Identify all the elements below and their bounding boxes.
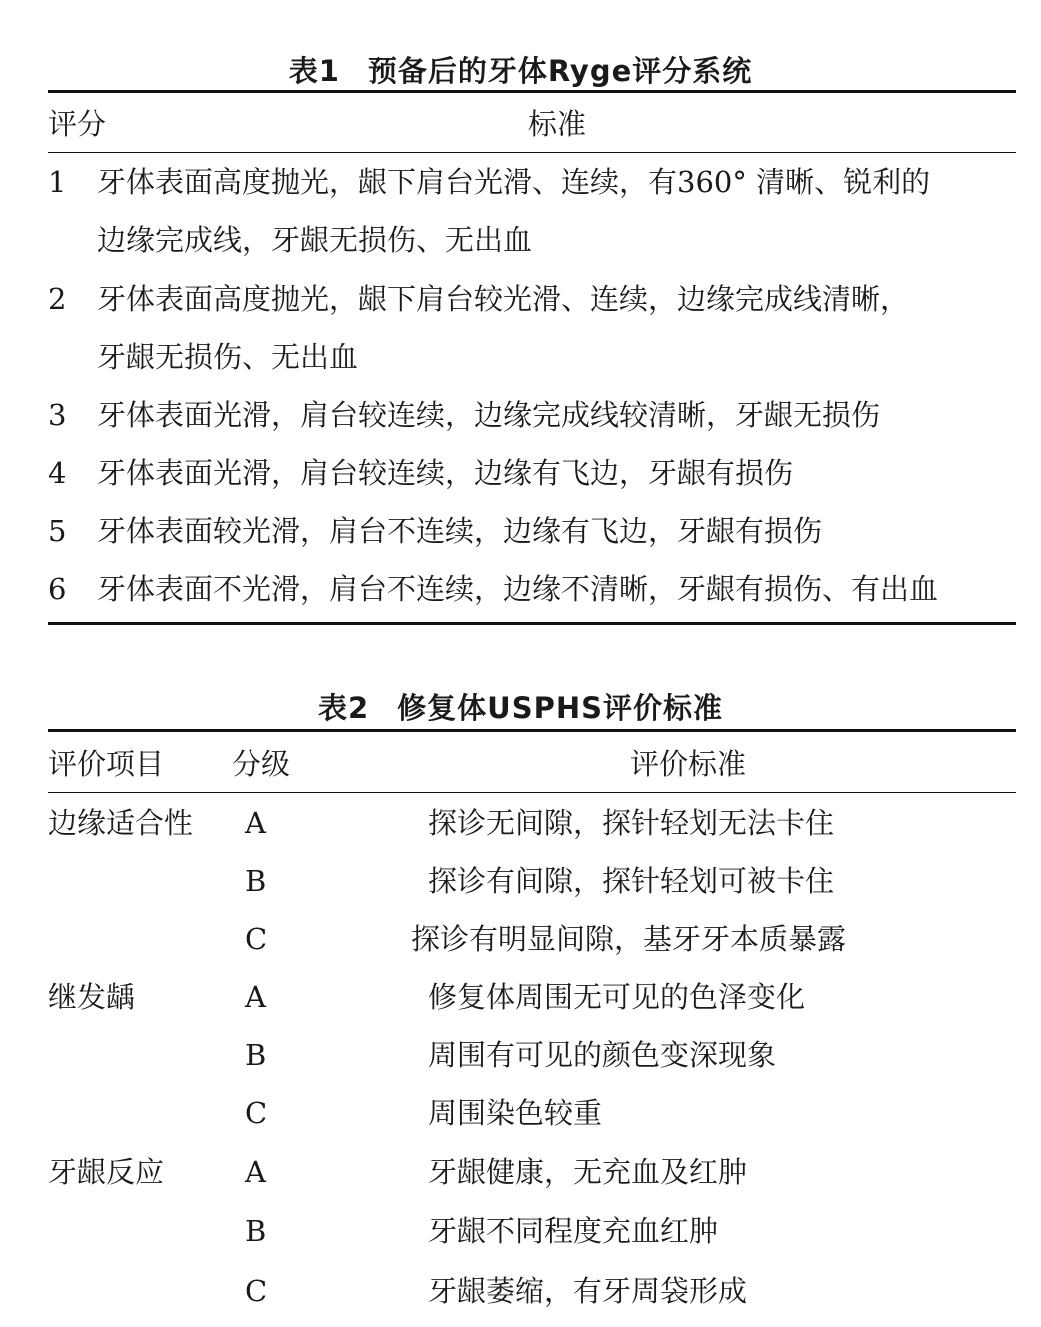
table2-row-criteria: 牙龈不同程度充血红肿 <box>428 1214 719 1248</box>
table1-row-score: 1 <box>48 165 67 199</box>
table2-row-criteria: 探诊有明显间隙，基牙牙本质暴露 <box>411 922 847 956</box>
table2-row-grade: C <box>245 1096 268 1130</box>
table2-row-criteria: 探诊有间隙，探针轻划可被卡住 <box>428 864 835 898</box>
table1-row-score: 6 <box>48 572 67 606</box>
table1-row-criteria-cont: 边缘完成线，牙龈无损伤、无出血 <box>97 223 533 257</box>
table2-row-grade: B <box>245 1214 267 1248</box>
table2-row-criteria: 修复体周围无可见的色泽变化 <box>428 980 806 1014</box>
table1-header-criteria: 标准 <box>528 107 587 141</box>
table1-row-score: 3 <box>48 398 67 432</box>
table2-row-grade: A <box>245 806 266 840</box>
table1-row-criteria: 牙体表面高度抛光，龈下肩台光滑、连续，有360° 清晰、锐利的 <box>97 165 931 199</box>
table1-caption <box>0 49 1041 90</box>
table1-row-criteria: 牙体表面光滑，肩台较连续，边缘完成线较清晰，牙龈无损伤 <box>97 398 881 432</box>
table2-header-rule <box>48 792 1016 793</box>
table2-row-criteria: 牙龈萎缩，有牙周袋形成 <box>428 1274 748 1308</box>
table1-row-score: 2 <box>48 282 67 316</box>
table2-caption-title: 修复体USPHS评价标准 <box>397 691 724 725</box>
table2-caption <box>0 686 1041 727</box>
table2-row-criteria: 探诊无间隙，探针轻划无法卡住 <box>428 806 835 840</box>
table2-row-grade: C <box>245 922 268 956</box>
table1-caption-number: 表1 <box>288 54 340 88</box>
table2-row-grade: B <box>245 1038 267 1072</box>
table2-row-item: 继发龋 <box>48 980 136 1014</box>
table2-top-rule <box>48 729 1016 732</box>
table1-row-score: 5 <box>48 514 67 548</box>
table2-row-item: 边缘适合性 <box>48 806 194 840</box>
table1-bottom-rule <box>48 622 1016 625</box>
table1-row-criteria: 牙体表面不光滑，肩台不连续，边缘不清晰，牙龈有损伤、有出血 <box>97 572 939 606</box>
table1-top-rule <box>48 90 1016 93</box>
table2-row-criteria: 周围染色较重 <box>428 1096 603 1130</box>
table1-row-criteria-cont: 牙龈无损伤、无出血 <box>97 340 359 374</box>
table2-caption-number: 表2 <box>317 691 370 725</box>
table1-row-score: 4 <box>48 456 67 490</box>
table1-caption-title: 预备后的牙体Ryge评分系统 <box>367 54 753 88</box>
table2-row-grade: B <box>245 864 267 898</box>
table2-row-grade: C <box>245 1274 268 1308</box>
table1-row-criteria: 牙体表面光滑，肩台较连续，边缘有飞边，牙龈有损伤 <box>97 456 794 490</box>
table2-header-grade: 分级 <box>232 747 291 781</box>
table2-row-criteria: 牙龈健康，无充血及红肿 <box>428 1155 748 1189</box>
table2-header-criteria: 评价标准 <box>630 747 747 781</box>
table2-row-grade: A <box>245 980 266 1014</box>
table1-row-criteria: 牙体表面高度抛光，龈下肩台较光滑、连续，边缘完成线清晰， <box>97 282 910 316</box>
table2-row-criteria: 周围有可见的颜色变深现象 <box>428 1038 777 1072</box>
table1-header-score: 评分 <box>48 107 107 141</box>
table1-row-criteria: 牙体表面较光滑，肩台不连续，边缘有飞边，牙龈有损伤 <box>97 514 823 548</box>
table2-row-grade: A <box>245 1155 266 1189</box>
table2-row-item: 牙龈反应 <box>48 1155 165 1189</box>
table2-header-item: 评价项目 <box>48 747 165 781</box>
table1-header-rule <box>48 152 1016 153</box>
